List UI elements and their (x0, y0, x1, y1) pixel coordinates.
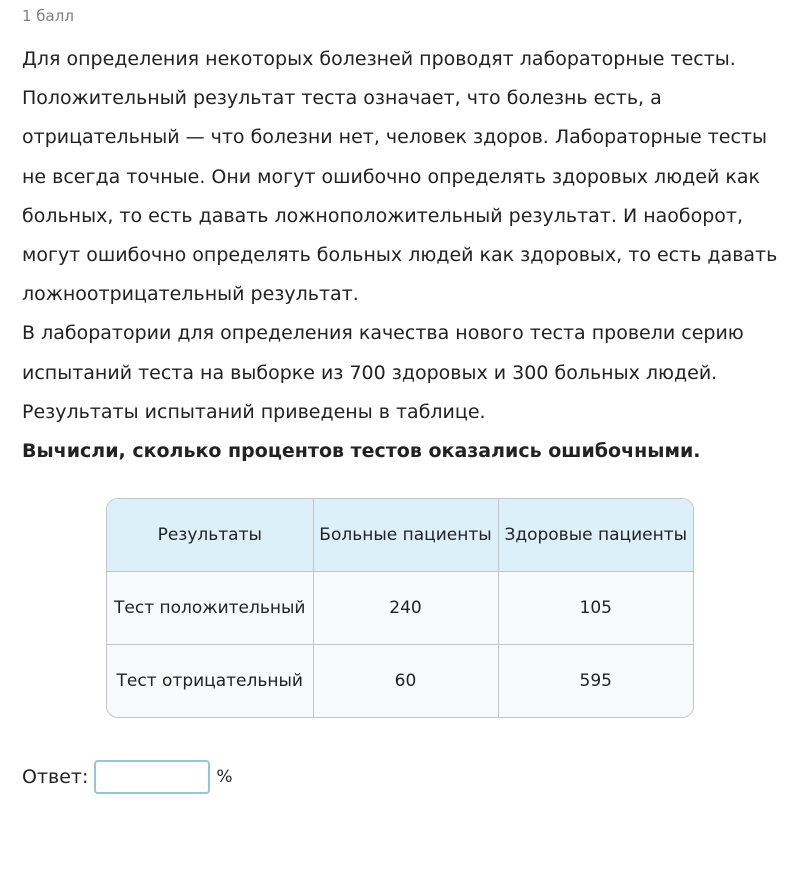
table-row (107, 645, 693, 718)
cell-negative-sick: 60 (313, 645, 498, 718)
header-healthy-patients: Здоровые пациенты (498, 499, 693, 572)
header-sick-patients: Больные пациенты (313, 499, 498, 572)
task-text (22, 40, 782, 471)
task-paragraph-intro: Для определения некоторых болезней проводят лабораторные тесты. Положительный результат теста означает, что болезнь есть, а отрицательный — что болезни нет, человек здоров. Лабораторные тесты не всегда точные. Они могут ошибочно определять здоровых людей как больных, то есть давать ложноположительный результат. И наоборот, могут ошибочно определять больных людей как здоровых, то есть давать ложноотрицательный результат. (22, 48, 778, 306)
table-row (107, 572, 693, 645)
cell-positive-sick: 240 (313, 572, 498, 645)
cell-positive-healthy: 105 (498, 572, 693, 645)
header-results: Результаты (107, 499, 313, 572)
answer-row (22, 758, 233, 796)
answer-input[interactable] (94, 760, 210, 794)
answer-label: Ответ: (22, 766, 89, 788)
task-question: Вычисли, сколько процентов тестов оказались ошибочными. (22, 440, 701, 463)
cell-negative-healthy: 595 (498, 645, 693, 718)
row-label-negative: Тест отрицательный (107, 645, 313, 718)
answer-unit: % (216, 767, 233, 787)
row-label-positive: Тест положительный (107, 572, 313, 645)
results-table (106, 498, 694, 718)
table-header-row (107, 499, 693, 572)
points-label: 1 балл (22, 7, 74, 25)
task-paragraph-experiment: В лаборатории для определения качества нового теста провели серию испытаний теста на выборке из 700 здоровых и 300 больных людей. Результаты испытаний приведены в таблице. (22, 322, 744, 423)
